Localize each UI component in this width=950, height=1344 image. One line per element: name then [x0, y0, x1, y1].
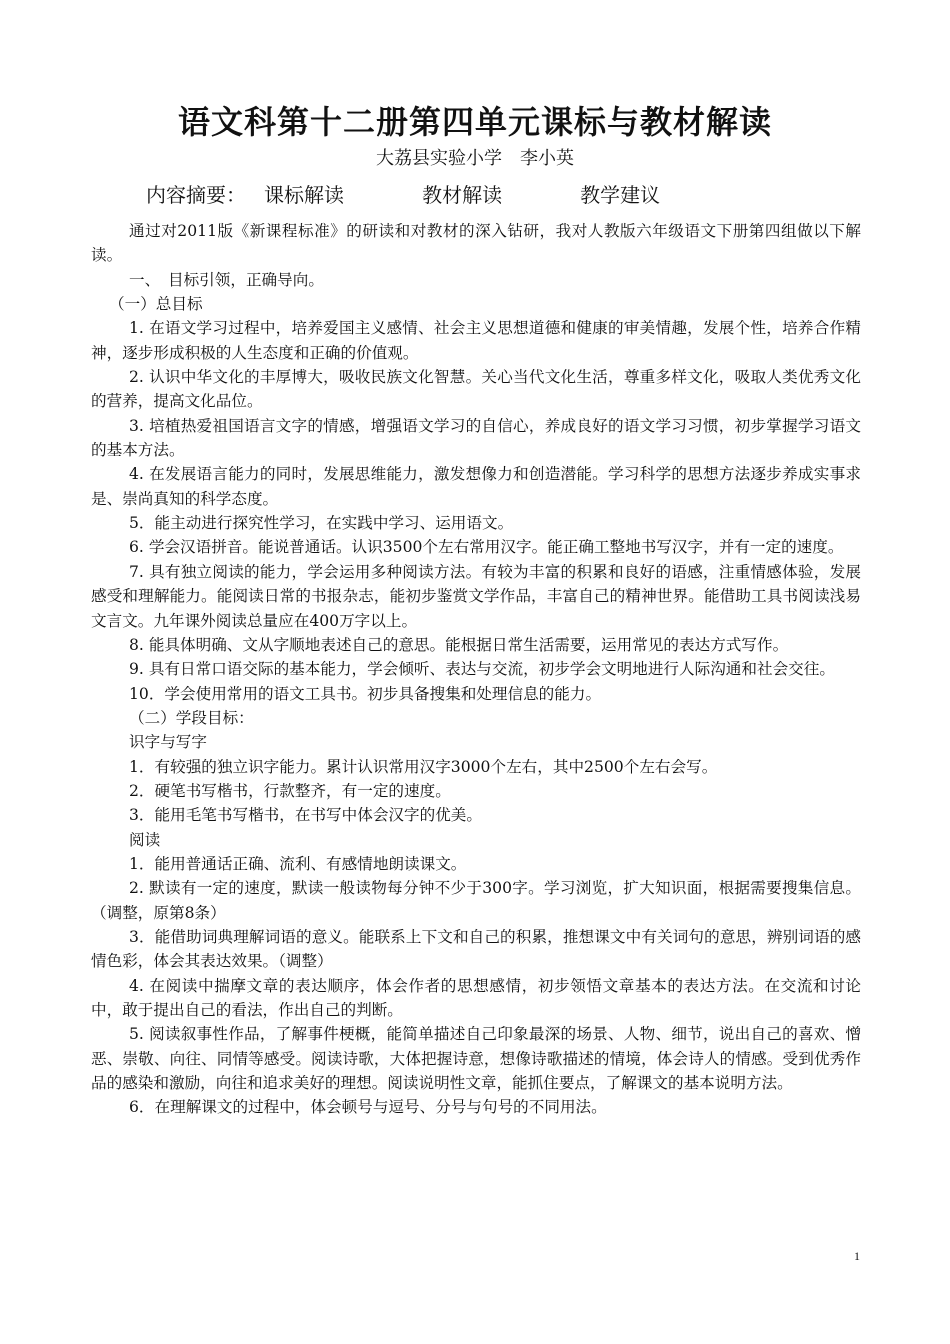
- goal-item: 3. 培植热爱祖国语言文字的情感，增强语文学习的自信心，养成良好的语文学习习惯，初步掌握学习语文的基本方法。: [91, 416, 861, 460]
- goal-item: 1. 在语文学习过程中，培养爱国主义感情、社会主义思想道德和健康的审美情趣，发展个性，培养合作精神，逐步形成积极的人生态度和正确的价值观。: [91, 319, 861, 362]
- intro-paragraph: 通过对2011版《新课程标准》的研读和对教材的深入钻研，我对人教版六年级语文下册第四组做以下解读。: [91, 222, 861, 265]
- page-number: 1: [854, 1249, 860, 1263]
- abstract-item: 教学建议: [580, 183, 661, 207]
- document-body: [91, 219, 861, 1120]
- goal-item: 1．有较强的独立识字能力。累计认识常用汉字3000个左右，其中2500个左右会写。: [129, 757, 718, 776]
- goal-item: 4. 在发展语言能力的同时，发展思维能力，激发想像力和创造潜能。学习科学的思想方法逐步养成实事求是、崇尚真知的科学态度。: [91, 465, 861, 508]
- goal-item: 5．能主动进行探究性学习，在实践中学习、运用语文。: [129, 514, 514, 533]
- abstract-label: 内容摘要：: [146, 183, 246, 207]
- goal-item: 6．在理解课文的过程中，体会顿号与逗号、分号与句号的不同用法。: [129, 1098, 607, 1117]
- goal-item: 2. 默读有一定的速度，默读一般读物每分钟不少于300字。学习浏览，扩大知识面，根据需要搜集信息。（调整，原第8条）: [91, 879, 861, 922]
- section-heading: 一、 目标引领，正确导向。: [129, 270, 324, 289]
- abstract-item: 教材解读: [422, 183, 503, 207]
- abstract-line: [146, 180, 660, 210]
- goal-item: 9. 具有日常口语交际的基本能力，学会倾听、表达与交流，初步学会文明地进行人际沟通和社会交往。: [129, 660, 835, 679]
- author-line: 大荔县实验小学 李小英: [376, 148, 574, 169]
- abstract-item: 课标解读: [264, 183, 345, 207]
- subsection-heading: （二）学段目标：: [129, 708, 254, 727]
- goal-item: 5. 阅读叙事性作品，了解事件梗概，能简单描述自己印象最深的场景、人物、细节，说出自己的喜欢、憎恶、崇敬、向往、同情等感受。阅读诗歌，大体把握诗意，想像诗歌描述的情境，体会诗人的情感。受到优秀作品的感染和激励，向往和追求美好的理想。阅读说明性文章，能抓住要点，了解课文的基本说明方法。: [91, 1025, 861, 1093]
- goal-item: 7. 具有独立阅读的能力，学会运用多种阅读方法。有较为丰富的积累和良好的语感，注重情感体验，发展感受和理解能力。能阅读日常的书报杂志，能初步鉴赏文学作品，丰富自己的精神世界。能借助工具书阅读浅易文言文。九年课外阅读总量应在400万字以上。: [91, 562, 861, 630]
- goal-item: 2. 认识中华文化的丰厚博大，吸收民族文化智慧。关心当代文化生活，尊重多样文化，吸取人类优秀文化的营养，提高文化品位。: [91, 368, 861, 411]
- goal-item: 2．硬笔书写楷书，行款整齐，有一定的速度。: [129, 781, 451, 800]
- goal-item: 4. 在阅读中揣摩文章的表达顺序，体会作者的思想感情，初步领悟文章基本的表达方法。在交流和讨论中，敢于提出自己的看法，作出自己的判断。: [91, 976, 861, 1019]
- subsection-heading: （一）总目标: [109, 295, 203, 314]
- goal-item: 8. 能具体明确、文从字顺地表述自己的意思。能根据日常生活需要，运用常见的表达方式写作。: [129, 635, 789, 654]
- goal-item: 3．能借助词典理解词语的意义。能联系上下文和自己的积累，推想课文中有关词句的意思，辨别词语的感情色彩，体会其表达效果。（调整）: [91, 927, 861, 971]
- document-title: 语文科第十二册第四单元课标与教材解读: [177, 103, 772, 141]
- goal-item: 3．能用毛笔书写楷书，在书写中体会汉字的优美。: [129, 806, 482, 825]
- category-heading: 识字与写字: [129, 733, 207, 752]
- goal-item: 10．学会使用常用的语文工具书。初步具备搜集和处理信息的能力。: [129, 684, 602, 703]
- goal-item: 6. 学会汉语拼音。能说普通话。认识3500个左右常用汉字。能正确工整地书写汉字，并有一定的速度。: [129, 538, 844, 557]
- category-heading: 阅读: [129, 830, 161, 849]
- goal-item: 1．能用普通话正确、流利、有感情地朗读课文。: [129, 854, 467, 873]
